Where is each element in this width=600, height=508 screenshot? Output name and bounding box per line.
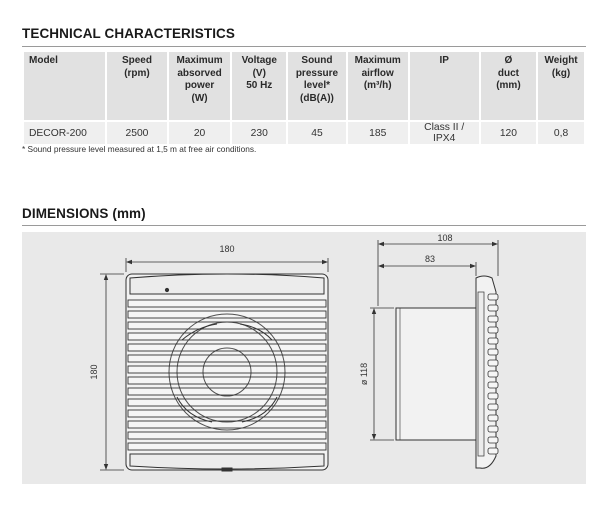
duct-diameter-label: ø 118: [359, 362, 369, 386]
cell-airflow: 185: [348, 122, 408, 144]
side-body-depth-dimension: [378, 262, 476, 276]
front-width-dimension: [126, 258, 328, 272]
header-model: Model: [24, 52, 105, 120]
cell-voltage: 230: [232, 122, 286, 144]
header-power: Maximum absorved power (W): [169, 52, 231, 120]
technical-characteristics-title: TECHNICAL CHARACTERISTICS: [22, 26, 236, 41]
header-ip: IP: [410, 52, 479, 120]
fan-drawing-svg: [22, 232, 586, 484]
cell-model: DECOR-200: [24, 122, 105, 144]
side-view: [396, 276, 498, 468]
section-divider: [22, 225, 586, 226]
header-speed: Speed (rpm): [107, 52, 166, 120]
front-view: [126, 274, 328, 471]
footnote: * Sound pressure level measured at 1,5 m at free air conditions.: [22, 144, 257, 154]
cell-speed: 2500: [107, 122, 166, 144]
cell-power: 20: [169, 122, 231, 144]
side-body-depth-label: 83: [424, 254, 436, 264]
front-height-label: 180: [89, 364, 99, 380]
header-voltage: Voltage (V) 50 Hz: [232, 52, 286, 120]
header-duct: Ø duct (mm): [481, 52, 536, 120]
spec-data-row: [24, 122, 584, 144]
cell-ip: Class II / IPX4: [410, 122, 479, 144]
front-width-label: 180: [219, 244, 235, 254]
duct-diameter-dimension: [370, 308, 394, 440]
cell-weight: 0,8: [538, 122, 584, 144]
spec-header-row: [24, 52, 584, 120]
header-airflow: Maximum airflow (m³/h): [348, 52, 408, 120]
side-total-depth-label: 108: [437, 233, 453, 243]
dimensions-drawing: [22, 232, 586, 484]
header-weight: Weight (kg): [538, 52, 584, 120]
side-louvre-teeth: [488, 294, 498, 454]
section-divider: [22, 46, 586, 47]
cell-duct: 120: [481, 122, 536, 144]
header-sound: Sound pressure level* (dB(A)): [288, 52, 346, 120]
front-height-dimension: [100, 274, 124, 470]
spec-table: [22, 52, 586, 144]
dimensions-title: DIMENSIONS (mm): [22, 206, 146, 221]
cell-sound: 45: [288, 122, 346, 144]
